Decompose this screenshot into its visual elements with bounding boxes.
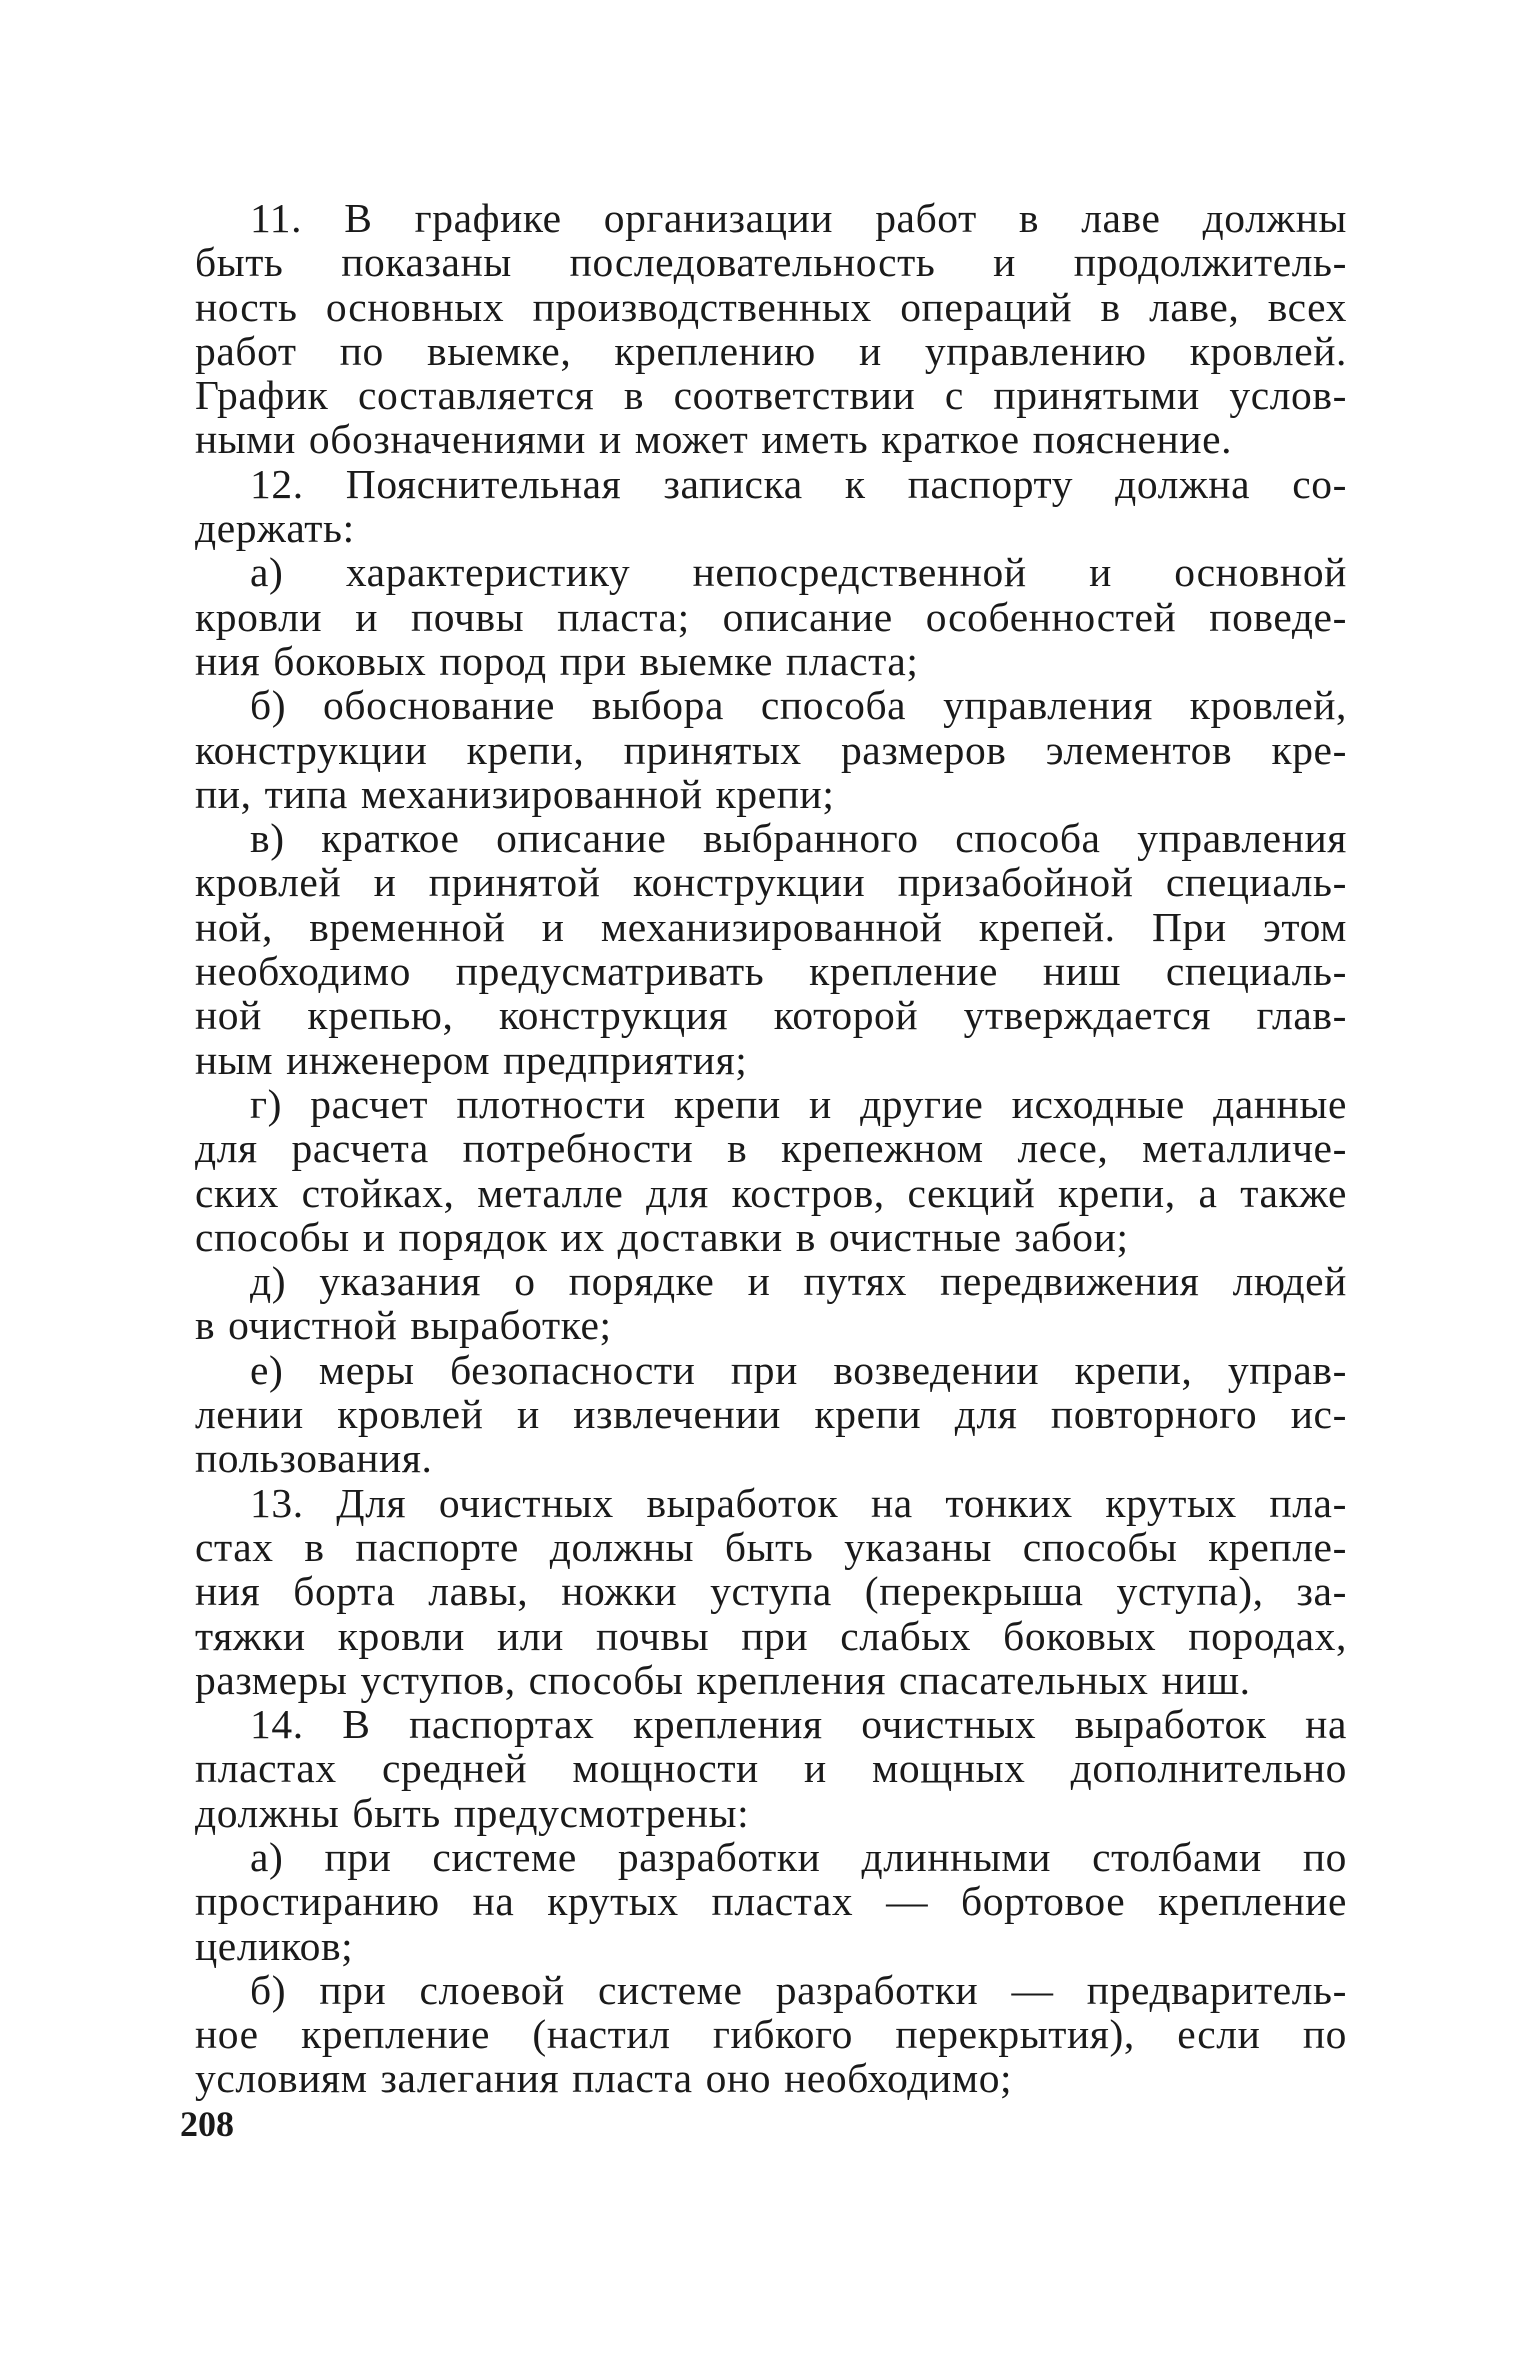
- text-line: е) меры безопасности при возведении крепи, управ-: [250, 1346, 1347, 1393]
- text-line: способы и порядок их доставки в очистные забои;: [195, 1213, 1129, 1260]
- text-line: лении кровлей и извлечении крепи для повторного ис-: [195, 1391, 1347, 1438]
- text-line: ния боковых пород при выемке пласта;: [195, 637, 919, 684]
- text-line: пластах средней мощности и мощных дополнительно: [195, 1745, 1347, 1792]
- paragraph-12b: [195, 683, 1347, 816]
- text-line: пи, типа механизированной крепи;: [195, 770, 835, 817]
- text-line: в) краткое описание выбранного способа управления: [250, 815, 1347, 862]
- paragraph-12g: [195, 1082, 1347, 1259]
- text-line: стах в паспорте должны быть указаны способы крепле-: [195, 1523, 1347, 1570]
- text-line: 14. В паспортах крепления очистных выработок на: [250, 1701, 1347, 1748]
- paragraph-12: [195, 462, 1347, 551]
- paragraph-14: [195, 1702, 1347, 1835]
- text-line: ными обозначениями и может иметь краткое пояснение.: [195, 416, 1233, 463]
- text-line: должны быть предусмотрены:: [195, 1789, 750, 1836]
- text-line: 11. В графике организации работ в лаве должны: [250, 195, 1347, 241]
- text-line: ное крепление (настил гибкого перекрытия), если по: [195, 2011, 1347, 2058]
- paragraph-12e: [195, 1348, 1347, 1481]
- text-line: г) расчет плотности крепи и другие исходные данные: [250, 1080, 1347, 1127]
- text-line: б) обоснование выбора способа управления кровлей,: [250, 682, 1347, 729]
- text-line: д) указания о порядке и путях передвижения людей: [250, 1258, 1347, 1305]
- text-line: ным инженером предприятия;: [195, 1036, 748, 1083]
- text-line: кровли и почвы пласта; описание особенностей поведе-: [195, 593, 1347, 640]
- text-line: в очистной выработке;: [195, 1302, 612, 1349]
- text-line: 13. Для очистных выработок на тонких крутых пла-: [250, 1479, 1347, 1526]
- document-page: [195, 196, 1347, 2101]
- text-line: ной, временной и механизированной крепей. При этом: [195, 903, 1347, 950]
- text-line: быть показаны последовательность и продолжитель-: [195, 239, 1347, 286]
- paragraph-12v: [195, 816, 1347, 1082]
- text-line: ной крепью, конструкция которой утверждается глав-: [195, 992, 1347, 1039]
- text-line: а) при системе разработки длинными столбами по: [250, 1833, 1347, 1880]
- text-line: 12. Пояснительная записка к паспорту должна со-: [250, 460, 1347, 507]
- text-line: тяжки кровли или почвы при слабых боковых породах,: [195, 1612, 1347, 1659]
- text-line: для расчета потребности в крепежном лесе, металличе-: [195, 1125, 1347, 1172]
- paragraph-13: [195, 1481, 1347, 1702]
- paragraph-12d: [195, 1259, 1347, 1348]
- text-line: необходимо предусматривать крепление ниш специаль-: [195, 948, 1347, 995]
- text-line: пользования.: [195, 1435, 433, 1482]
- text-line: График составляется в соответствии с принятыми услов-: [195, 372, 1347, 419]
- text-line: а) характеристику непосредственной и основной: [250, 549, 1347, 596]
- paragraph-14a: [195, 1835, 1347, 1968]
- text-line: ния борта лавы, ножки уступа (перекрыша уступа), за-: [195, 1568, 1347, 1615]
- paragraph-11: [195, 196, 1347, 462]
- text-line: конструкции крепи, принятых размеров элементов кре-: [195, 726, 1347, 773]
- paragraph-14b: [195, 1968, 1347, 2101]
- text-line: б) при слоевой системе разработки — предваритель-: [250, 1966, 1347, 2013]
- page-number: 208: [180, 2104, 234, 2144]
- text-line: ских стойках, металле для костров, секций крепи, а также: [195, 1169, 1347, 1216]
- text-line: ность основных производственных операций в лаве, всех: [195, 283, 1347, 330]
- text-line: работ по выемке, креплению и управлению кровлей.: [195, 327, 1347, 374]
- text-line: простиранию на крутых пластах — бортовое крепление: [195, 1878, 1347, 1925]
- paragraph-12a: [195, 550, 1347, 683]
- text-line: размеры уступов, способы крепления спасательных ниш.: [195, 1656, 1251, 1703]
- text-line: кровлей и принятой конструкции призабойной специаль-: [195, 859, 1347, 906]
- text-line: целиков;: [195, 1922, 354, 1969]
- text-line: держать:: [195, 505, 355, 552]
- text-line: условиям залегания пласта оно необходимо;: [195, 2055, 1013, 2102]
